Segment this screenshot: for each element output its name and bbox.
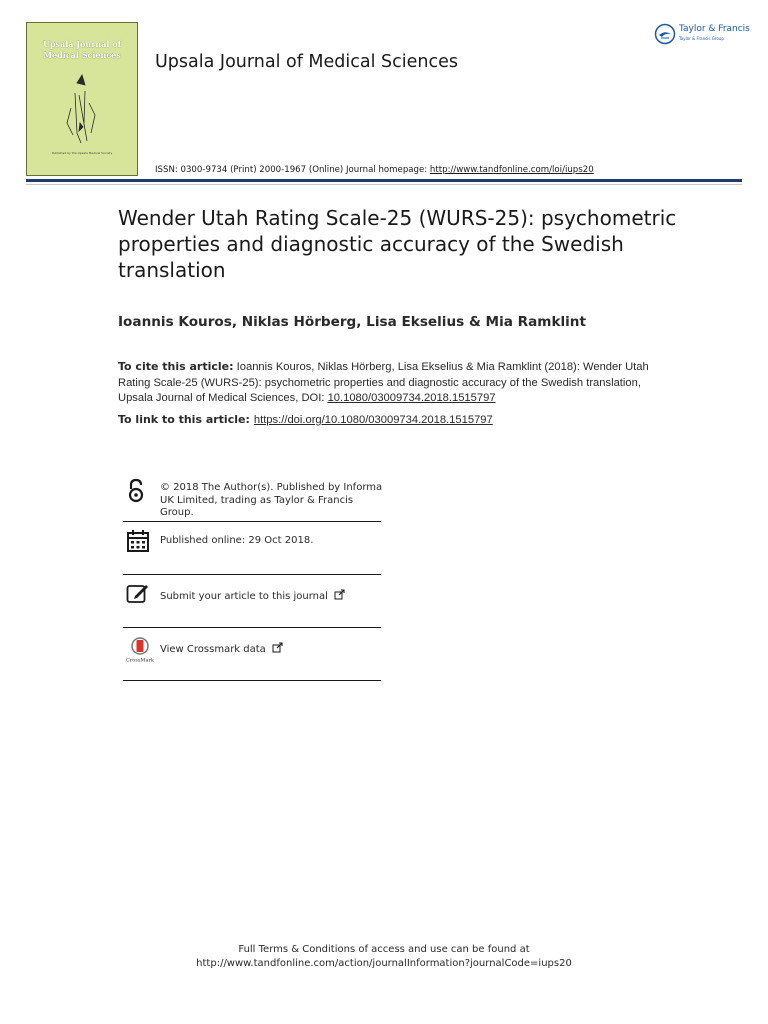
crossmark-label[interactable]: View Crossmark data: [160, 644, 266, 655]
submit-label[interactable]: Submit your article to this journal: [160, 591, 328, 602]
cover-title: Upsala Journal of Medical Sciences: [42, 39, 122, 60]
publisher-name: Taylor & Francis: [679, 24, 750, 34]
open-access-text: © 2018 The Author(s). Published by Informa UK Limited, trading as Taylor & Francis Group.: [160, 482, 383, 518]
footer: [0, 943, 768, 971]
journal-name[interactable]: Upsala Journal of Medical Sciences: [155, 52, 458, 72]
edit-icon: [126, 582, 150, 604]
taylor-francis-logo-icon: [654, 23, 676, 45]
submit-article-link[interactable]: [160, 589, 345, 604]
external-link-icon: [272, 642, 283, 653]
citation-block: [118, 359, 658, 407]
publisher-logo[interactable]: [654, 22, 750, 46]
cite-text: Ioannis Kouros, Niklas Hörberg, Lisa Ekselius & Mia Ramklint (2018): Wender Utah Rating Scale-25 (WURS-25): psychometric properties and diagnostic accuracy of the Swedish translation, Upsala Journal of Medical Sciences, DOI:: [118, 361, 649, 404]
journal-homepage-link[interactable]: http://www.tandfonline.com/loi/iups20: [429, 165, 594, 175]
open-access-row: [123, 478, 381, 522]
crossmark-row[interactable]: [123, 628, 381, 681]
link-label: To link to this article:: [118, 413, 250, 426]
cite-doi-link[interactable]: 10.1080/03009734.2018.1515797: [327, 392, 496, 404]
issn-line: [155, 165, 594, 175]
crossmark-icon: [126, 636, 154, 664]
submit-row[interactable]: [123, 575, 381, 628]
crossmark-link[interactable]: [160, 642, 283, 657]
header-rule: [26, 179, 742, 182]
footer-terms-text: Full Terms & Conditions of access and use can be found at: [238, 944, 530, 955]
issn-text: ISSN: 0300-9734 (Print) 2000-1967 (Online) Journal homepage:: [155, 165, 430, 175]
publisher-group: Taylor & Francis Group: [679, 36, 724, 41]
published-row: [123, 522, 381, 575]
article-doi-link[interactable]: https://doi.org/10.1080/03009734.2018.1515797: [253, 414, 493, 426]
open-access-icon: [126, 478, 146, 504]
cover-subtitle: Published by the Upsala Medical Society: [51, 151, 113, 155]
article-title: Wender Utah Rating Scale-25 (WURS-25): psychometric properties and diagnostic accuracy of the Swedish translation: [118, 206, 677, 282]
footer-terms-link[interactable]: http://www.tandfonline.com/action/journalInformation?journalCode=iups20: [196, 958, 572, 969]
journal-cover-image: [26, 22, 138, 176]
article-authors: Ioannis Kouros, Niklas Hörberg, Lisa Ekselius & Mia Ramklint: [118, 314, 586, 330]
crossmark-icon-label: CrossMark: [126, 657, 154, 664]
published-date: Published online: 29 Oct 2018.: [160, 535, 314, 546]
calendar-icon: [126, 529, 150, 553]
article-link-block: [118, 413, 493, 426]
external-link-icon: [334, 589, 345, 600]
header-rule-secondary: [26, 184, 742, 185]
cite-label: To cite this article:: [118, 360, 234, 373]
